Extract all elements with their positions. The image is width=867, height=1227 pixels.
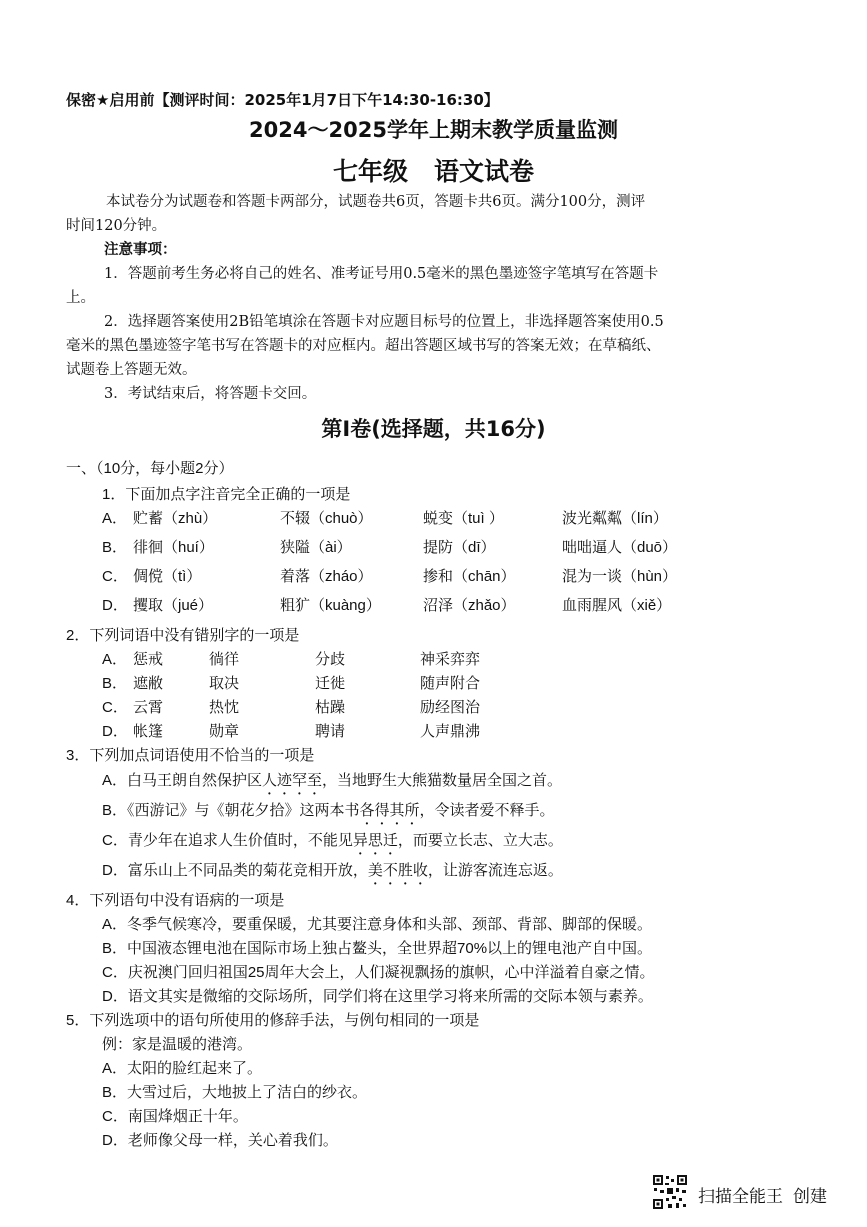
q2-option-label-b: B． bbox=[102, 675, 128, 692]
q3-c-dotted-phrase: 异思迁 bbox=[352, 832, 398, 849]
q3-d-dotted-phrase: 美不胜收 bbox=[367, 862, 428, 879]
part-1-heading: 一、（10分，每小题2分） bbox=[66, 460, 234, 477]
q2-a-word-2: 徜徉 bbox=[209, 651, 240, 668]
q2-c-word-2: 热忱 bbox=[209, 699, 240, 716]
q4-option-b: B．中国液态锂电池在国际市场上独占鳌头，全世界超70%以上的锂电池产自中国。 bbox=[102, 940, 653, 957]
q1-b-item-4: 咄咄逼人（duō） bbox=[562, 539, 678, 556]
q1-c-item-4: 混为一谈（hùn） bbox=[562, 568, 678, 585]
q3-option-d bbox=[102, 859, 563, 888]
scanner-app-name: 扫描全能王 bbox=[698, 1187, 783, 1207]
exam-title: 2024～2025学年上期末教学质量监测 bbox=[249, 118, 618, 142]
q1-stem: 1．下面加点字注音完全正确的一项是 bbox=[102, 486, 351, 503]
grade-label: 七年级 bbox=[332, 157, 408, 186]
q5-option-c: C．南国烽烟正十年。 bbox=[102, 1108, 248, 1125]
q3-a-text-before: A．白马王朗自然保护区 bbox=[102, 772, 263, 789]
q2-d-word-1: 帐篷 bbox=[133, 723, 164, 740]
scanner-action: 创建 bbox=[793, 1187, 827, 1207]
q2-b-word-3: 迁徙 bbox=[315, 675, 346, 692]
q2-stem: 2．下列词语中没有错别字的一项是 bbox=[66, 627, 300, 644]
note-1-line-2: 上。 bbox=[66, 290, 95, 306]
q2-c-word-4: 励经图治 bbox=[420, 699, 481, 716]
q3-b-text-before: B．《西游记》与《朝花夕拾》这两本书 bbox=[102, 802, 360, 819]
q2-option-label-c: C． bbox=[102, 699, 128, 716]
q1-a-item-3: 蜕变（tuì ） bbox=[423, 510, 504, 527]
q1-c-item-3: 掺和（chān） bbox=[423, 568, 516, 585]
q2-a-word-3: 分歧 bbox=[315, 651, 346, 668]
q1-option-label-d: D． bbox=[102, 597, 128, 614]
q4-option-d: D．语文其实是微缩的交际场所，同学们将在这里学习将来所需的交际本领与素养。 bbox=[102, 988, 653, 1005]
q2-option-label-a: A． bbox=[102, 651, 128, 668]
notes-heading: 注意事项： bbox=[104, 242, 177, 258]
intro-line-2: 时间120分钟。 bbox=[66, 218, 167, 234]
q1-option-label-a: A． bbox=[102, 510, 128, 527]
note-2-line-3: 试题卷上答题无效。 bbox=[66, 362, 197, 378]
scanner-watermark bbox=[698, 1182, 827, 1207]
note-2-line-2: 毫米的黑色墨迹签字笔书写在答题卡的对应框内。超出答题区域书写的答案无效；在草稿纸、 bbox=[66, 338, 661, 354]
q4-option-a: A．冬季气候寒冷，要重保暖，尤其要注意身体和头部、颈部、背部、脚部的保暖。 bbox=[102, 916, 653, 933]
q5-option-a: A．太阳的脸红起来了。 bbox=[102, 1060, 263, 1077]
section-1-title: 第Ⅰ卷(选择题，共16分) bbox=[321, 417, 546, 441]
q1-option-label-c: C． bbox=[102, 568, 128, 585]
confidential-line: 保密★启用前【测评时间：2025年1月7日下午14:30-16:30】 bbox=[66, 91, 499, 109]
note-2-line-1: 2．选择题答案使用2B铅笔填涂在答题卡对应题目标号的位置上，非选择题答案使用0.5 bbox=[104, 314, 664, 330]
q4-option-c: C．庆祝澳门回归祖国25周年大会上，人们凝视飘扬的旗帜，心中洋溢着自豪之情。 bbox=[102, 964, 655, 981]
q1-a-item-1: 贮蓄（zhù） bbox=[133, 510, 218, 527]
paper-title bbox=[0, 152, 867, 188]
note-3: 3．考试结束后，将答题卡交回。 bbox=[104, 386, 317, 402]
q1-b-item-1: 徘徊（huí） bbox=[133, 539, 214, 556]
q1-c-item-2: 着落（zháo） bbox=[280, 568, 373, 585]
q2-a-word-1: 惩戒 bbox=[133, 651, 164, 668]
qr-code-icon bbox=[652, 1174, 688, 1210]
q3-a-text-after: ，当地野生大熊猫数量居全国之首。 bbox=[322, 772, 563, 789]
q2-d-word-4: 人声鼎沸 bbox=[420, 723, 481, 740]
q5-example: 例：家是温暖的港湾。 bbox=[102, 1036, 253, 1053]
q2-c-word-1: 云霄 bbox=[133, 699, 164, 716]
q2-d-word-3: 聘请 bbox=[315, 723, 346, 740]
q3-stem: 3．下列加点词语使用不恰当的一项是 bbox=[66, 747, 315, 764]
q2-c-word-3: 枯躁 bbox=[315, 699, 346, 716]
q2-b-word-2: 取决 bbox=[209, 675, 240, 692]
q2-d-word-2: 勋章 bbox=[209, 723, 240, 740]
q5-stem: 5．下列选项中的语句所使用的修辞手法，与例句相同的一项是 bbox=[66, 1012, 480, 1029]
q1-c-item-1: 倜傥（tì） bbox=[133, 568, 202, 585]
q3-a-dotted-phrase: 人迹罕至 bbox=[262, 772, 323, 789]
note-1-line-1: 1．答题前考生务必将自己的姓名、准考证号用0.5毫米的黑色墨迹签字笔填写在答题卡 bbox=[104, 266, 659, 282]
q1-b-item-3: 提防（dī） bbox=[423, 539, 496, 556]
q3-option-a bbox=[102, 769, 562, 798]
q2-b-word-4: 随声附合 bbox=[420, 675, 481, 692]
q5-option-d: D．老师像父母一样，关心着我们。 bbox=[102, 1132, 338, 1149]
q1-a-item-2: 不辍（chuò） bbox=[280, 510, 373, 527]
q3-c-text-after: ，而要立长志、立大志。 bbox=[397, 832, 563, 849]
subject-label: 语文试卷 bbox=[434, 157, 535, 186]
q5-option-b: B．大雪过后，大地披上了洁白的纱衣。 bbox=[102, 1084, 368, 1101]
q1-b-item-2: 狭隘（ài） bbox=[280, 539, 352, 556]
q3-option-b bbox=[102, 799, 555, 828]
q1-d-item-4: 血雨腥风（xiě） bbox=[562, 597, 672, 614]
q2-option-label-d: D． bbox=[102, 723, 128, 740]
q1-a-item-4: 波光粼粼（lín） bbox=[562, 510, 668, 527]
q3-d-text-after: ，让游客流连忘返。 bbox=[427, 862, 563, 879]
intro-line-1: 本试卷分为试题卷和答题卡两部分，试题卷共6页，答题卡共6页。满分100分，测评 bbox=[106, 194, 646, 210]
q1-option-label-b: B． bbox=[102, 539, 128, 556]
q1-d-item-3: 沼泽（zhǎo） bbox=[423, 597, 516, 614]
q3-b-text-after: ，令读者爱不释手。 bbox=[419, 802, 555, 819]
q3-c-text-before: C．青少年在追求人生价值时，不能见 bbox=[102, 832, 353, 849]
q4-stem: 4．下列语句中没有语病的一项是 bbox=[66, 892, 285, 909]
q3-d-text-before: D．富乐山上不同品类的菊花竞相开放， bbox=[102, 862, 368, 879]
q3-option-c bbox=[102, 829, 563, 858]
q2-a-word-4: 神采弈弈 bbox=[420, 651, 481, 668]
q1-d-item-1: 攫取（jué） bbox=[133, 597, 214, 614]
q1-d-item-2: 粗犷（kuàng） bbox=[280, 597, 381, 614]
q2-b-word-1: 遮敝 bbox=[133, 675, 164, 692]
q3-b-dotted-phrase: 各得其所 bbox=[359, 802, 420, 819]
